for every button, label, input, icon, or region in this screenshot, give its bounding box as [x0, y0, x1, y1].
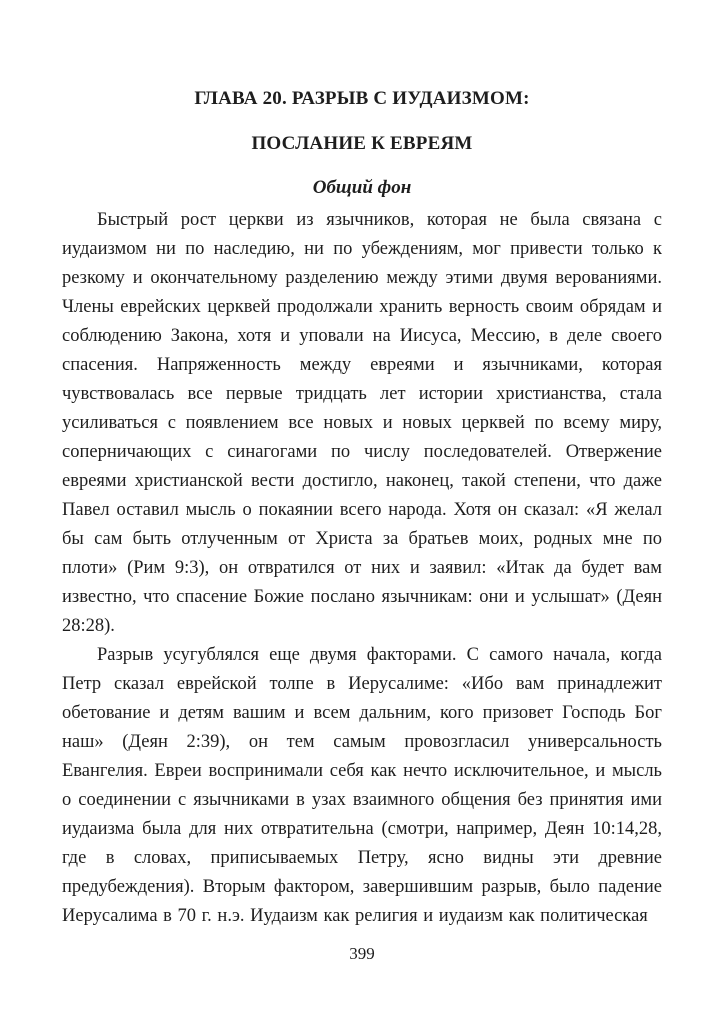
page-content	[62, 86, 662, 931]
chapter-heading-line1: ГЛАВА 20. РАЗРЫВ С ИУДАИЗМОМ:	[194, 88, 530, 109]
paragraph-2: Разрыв усугублялся еще двумя факторами. С самого начала, когда Петр сказал еврейской толпе в Иерусалиме: «Ибо вам принадлежит обетование и детям вашим и всем дальним, кого призовет Господь Бог наш» (Деян 2:39), он тем самым провозгласил универсальность Евангелия. Евреи воспринимали себя как нечто исключительное, и мысль о соединении с язычниками в узах взаимного общения без принятия ими иудаизма была для них отвратительна (смотри, например, Деян 10:14,28, где в словах, приписываемых Петру, ясно видны эти древние предубеждения). Вторым фактором, завершившим разрыв, было падение Иерусалима в 70 г. н.э. Иудаизм как религия и иудаизм как политическая	[62, 645, 662, 926]
page-number: 399	[349, 944, 375, 963]
paragraph-1: Быстрый рост церкви из язычников, которая не была связана с иудаизмом ни по наследию, ни по убеждениям, мог привести только к резкому и окончательному разделению между этими двумя верованиями. Члены еврейских церквей продолжали хранить верность своим обрядам и соблюдению Закона, хотя и уповали на Иисуса, Мессию, в деле своего спасения. Напряженность между евреями и язычниками, которая чувствовалась все первые тридцать лет истории христианства, стала усиливаться с появлением все новых и новых церквей по всему миру, соперничающих с синагогами по числу последователей. Отвержение евреями христианской вести достигло, наконец, такой степени, что даже Павел оставил мысль о покаянии всего народа. Хотя он сказал: «Я желал бы сам быть отлученным от Христа за братьев моих, родных мне по плоти» (Рим 9:3), он отвратился от них и заявил: «Итак да будет вам известно, что спасение Божие послано язычникам: они и услышат» (Деян 28:28).	[62, 210, 662, 636]
section-title: Общий фон	[312, 177, 412, 198]
chapter-heading-line2: ПОСЛАНИЕ К ЕВРЕЯМ	[251, 133, 473, 154]
